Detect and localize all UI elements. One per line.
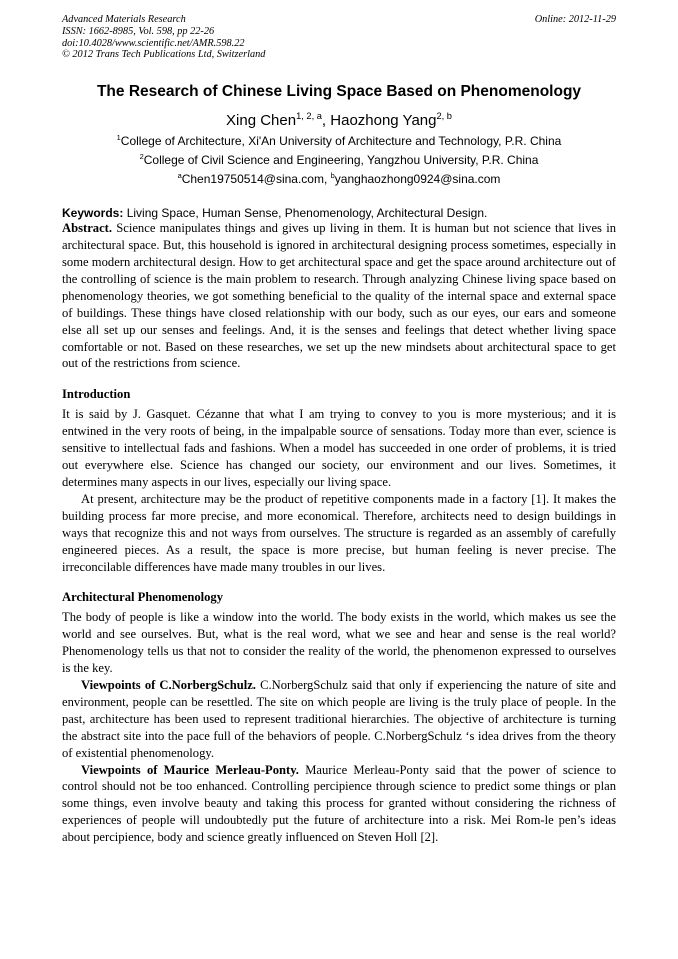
journal-name: Advanced Materials Research	[62, 14, 186, 25]
author-separator: ,	[321, 112, 331, 130]
abstract-text: Science manipulates things and gives up living in them. It is human but not science that lives in architectural space. But, this household is ignored in architectural designing process sometimes, especially in some modern architectural design. How to get architectural space and get the space around architecture out of the controlling of science is the main problem to research. Through analyzing Chinese living space based on phenomenology theories, we got something beneficial to the quality of the internal space and external space of buildings. These things have closed relationship with our body, such as our eyes, our ears and someone else all set up our senses and feelings. And, it is the senses and feelings that detect whether living space comfortable or not. Based on these researches, we set up the new mindsets about architectural space to get out of the restrictions from science.	[62, 221, 616, 371]
author-affiliation-marker: 2, b	[436, 111, 452, 122]
paper-title: The Research of Chinese Living Space Based on Phenomenology	[96, 83, 582, 101]
abstract-label: Abstract.	[62, 221, 113, 236]
affiliation	[62, 153, 616, 167]
affiliation-text: College of Civil Science and Engineering, Yangzhou University, P.R. China	[143, 153, 539, 168]
email-marker: b	[330, 171, 335, 181]
section-heading-architectural-phenomenology: Architectural Phenomenology	[62, 590, 224, 605]
email-address[interactable]: yanghaozhong0924@sina.com	[334, 172, 501, 187]
paragraph: The body of people is like a window into the world. The body exists in the world, which makes us see the world and see ourselves. But, what is the real word, what we see and hear and sense is the real world? Phenomenology tells us that not to consider the reality of the world, the phenomenon expressed to ourselves is the key.	[62, 610, 616, 676]
author-name: Haozhong Yang	[330, 112, 437, 130]
section-heading-introduction: Introduction	[62, 387, 131, 402]
email-line	[62, 172, 616, 186]
paper-page	[62, 14, 616, 846]
affiliation-marker: 2	[139, 152, 144, 162]
keywords-text: Living Space, Human Sense, Phenomenology, Architectural Design.	[126, 206, 488, 221]
email-marker: a	[177, 171, 182, 181]
paragraph: At present, architecture may be the product of repetitive components made in a factory [1]. It makes the building process far more precise, and more economical. Therefore, architects need to design buildings in ways that recognize this and not ways from ourselves. The structure is regarded as an assembly of carefully engineered pieces. As a result, the space is more precise, but human feeling is never precise. The irreconcilable differences have made many troubles in our lives.	[62, 491, 616, 574]
author-name: Xing Chen	[226, 112, 297, 130]
copyright-line: © 2012 Trans Tech Publications Ltd, Switzerland	[62, 49, 266, 61]
journal-header	[62, 14, 616, 61]
issn-line: ISSN: 1662-8985, Vol. 598, pp 22-26	[62, 25, 215, 37]
paragraph	[62, 677, 616, 762]
affiliation	[62, 134, 616, 148]
affiliation-text: College of Architecture, Xi'An University of Architecture and Technology, P.R. China	[120, 134, 562, 149]
keywords-label: Keywords:	[62, 206, 124, 221]
doi-line[interactable]: doi:10.4028/www.scientific.net/AMR.598.22	[62, 37, 245, 49]
abstract	[62, 220, 616, 372]
paragraph-text: Maurice Merleau-Ponty said that the power of science to control should not be too enhanced. Controlling percipience through science to predict some things or plan some things, even involve beauty and taking this process for granted without considering the richness of experiences of people will undoubtedly put the future of architecture into a risk. Mei Rom-le pen’s ideas about percipience, body and science greatly influenced on Steven Holl [2].	[62, 762, 616, 845]
email-address[interactable]: Chen19750514@sina.com	[181, 172, 324, 187]
paragraph-lead: Viewpoints of C.NorbergSchulz.	[81, 678, 256, 693]
keywords	[62, 206, 616, 220]
paragraph: It is said by J. Gasquet. Cézanne that what I am trying to convey to you is more mysterious; and it is entwined in the very roots of being, in the impalpable source of sensations. Today more than ever, science is sensitive to intellectual fads and fashions. When a model has succeeded in one order of problems, it is tried out everywhere else. Science has changed our society, our environment and our lives. Sometimes, it determines many aspects in our lives, especially our living space.	[62, 407, 616, 489]
author-list	[62, 112, 616, 129]
email-separator: ,	[323, 172, 331, 187]
paragraph	[62, 762, 616, 847]
online-date: Online: 2012-11-29	[534, 14, 616, 25]
affiliation-marker: 1	[116, 133, 121, 143]
paragraph-text: C.NorbergSchulz said that only if experiencing the nature of site and environment, people can be resettled. The site on which people are living is the truly place of people. In the past, architecture has been used to represent traditional hierarchies. The objective of architecture is turning the abstract site into the pace full of the behaviors of people. C.NorbergSchulz ‘s idea drives from the theory of existential phenomenology.	[62, 678, 617, 760]
paragraph-lead: Viewpoints of Maurice Merleau-Ponty.	[81, 762, 299, 777]
author-affiliation-marker: 1, 2, a	[296, 111, 322, 122]
